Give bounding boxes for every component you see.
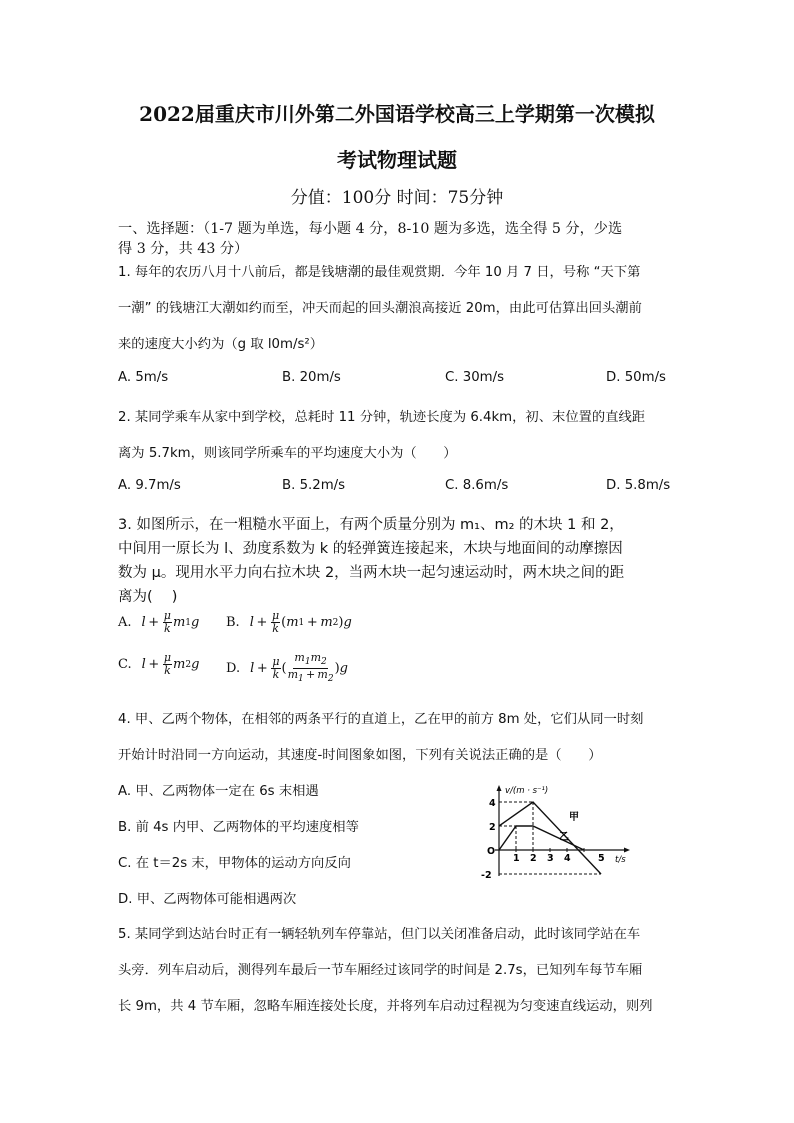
option-label: B. <box>226 615 240 630</box>
q5-text: 5. 某同学到达站台时正有一辆轻轨列车停靠站，但门以关闭准备启动，此时该同学站在车 <box>118 927 641 942</box>
exam-title-line1: 2022届重庆市川外第二外国语学校高三上学期第一次模拟 <box>139 102 655 126</box>
y-axis-arrow <box>497 785 502 791</box>
q2-option-d: D. 5.8m/s <box>606 478 671 493</box>
q1-text: 1. 每年的农历八月十八前后，都是钱塘潮的最佳观赏期．今年 10 月 7 日，号称 “天下第 <box>118 265 641 280</box>
q3-option-d: D. l + $\frac{\mu}{k}$ ( $\frac{m_1m_2}{m_1 + m_2}$ ) g <box>226 651 348 685</box>
option-label: C. <box>118 657 132 672</box>
section-heading: 一、选择题：（1-7 题为单选，每小题 4 分，8-10 题为多选，选全得 5 分，少选 <box>118 221 623 237</box>
x-axis-arrow <box>624 848 630 853</box>
q4-option-c: C. 在 t＝2s 末，甲物体的运动方向反向 <box>118 856 351 871</box>
q1-option-b: B. 20m/s <box>282 370 341 385</box>
q2-option-a: A. 9.7m/s <box>118 478 181 493</box>
x-tick-1: 1 <box>513 853 520 864</box>
q1-option-a: A. 5m/s <box>118 370 169 385</box>
x-tick-2: 2 <box>530 853 537 864</box>
series-yi <box>499 826 584 850</box>
q4-option-d: D. 甲、乙两物体可能相遇两次 <box>118 892 297 907</box>
section-heading-cont: 得 3 分，共 43 分） <box>118 241 249 257</box>
q3-option-b: B. l + $\frac{\mu}{k}$ ( m 1 + m 2 ) g <box>226 609 352 635</box>
q4-option-a: A. 甲、乙两物体一定在 6s 末相遇 <box>118 784 319 799</box>
x-axis-label: t/s <box>615 855 626 865</box>
y-tick-4: 4 <box>489 798 496 809</box>
label-yi: 乙 <box>559 832 569 843</box>
x-tick-3: 3 <box>547 853 554 864</box>
origin-label: O <box>487 846 496 857</box>
q2-text: 离为 5.7km，则该同学所乘车的平均速度大小为（ ） <box>118 446 457 461</box>
q5-text: 头旁．列车启动后，测得列车最后一节车厢经过该同学的时间是 2.7s，已知列车每节车厢 <box>118 963 643 978</box>
x-tick-5: 5 <box>598 853 605 864</box>
q3-option-c: C. l + $\frac{\mu}{k}$ m 2 g <box>118 651 200 677</box>
q4-text: 开始计时沿同一方向运动，其速度-时间图象如图，下列有关说法正确的是（ ） <box>118 748 602 763</box>
q1-text: 一潮” 的钱塘江大潮如约而至，冲天而起的回头潮浪高接近 20m，由此可估算出回头潮前 <box>118 301 642 316</box>
q3-text: 中间用一原长为 l、劲度系数为 k 的轻弹簧连接起来，木块与地面间的动摩擦因 <box>118 541 623 557</box>
q2-option-b: B. 5.2m/s <box>282 478 346 493</box>
exam-title-line2: 考试物理试题 <box>337 148 457 172</box>
q3-option-a: A. l + $\frac{\mu}{k}$ m 1 g <box>118 609 200 635</box>
q4-text: 4. 甲、乙两个物体，在相邻的两条平行的直道上，乙在甲的前方 8m 处，它们从同一时刻 <box>118 712 644 727</box>
y-tick-2: 2 <box>489 822 496 833</box>
label-jia: 甲 <box>569 812 579 823</box>
q5-text: 长 9m，共 4 节车厢，忽略车厢连接处长度，并将列车启动过程视为匀变速直线运动，则列 <box>118 999 653 1014</box>
q1-option-c: C. 30m/s <box>445 370 505 385</box>
q3-text: 数为 μ。现用水平力向右拉木块 2，当两木块一起匀速运动时，两木块之间的距 <box>118 565 625 581</box>
q3-text: 离为( ) <box>118 589 178 605</box>
y-axis-label: v/(m · s⁻¹) <box>505 786 549 796</box>
q3-text: 3. 如图所示，在一粗糙水平面上，有两个质量分别为 m₁、m₂ 的木块 1 和 2， <box>118 517 624 533</box>
option-label: D. <box>226 661 241 677</box>
y-tick-neg2: -2 <box>481 870 492 881</box>
exam-meta: 分值：100分 时间：75分钟 <box>290 188 504 208</box>
q1-option-d: D. 50m/s <box>606 370 666 385</box>
option-label: A. <box>118 615 132 630</box>
q2-option-c: C. 8.6m/s <box>445 478 509 493</box>
velocity-time-graph <box>475 782 635 882</box>
q1-text: 来的速度大小约为（g 取 l0m/s²） <box>118 337 324 352</box>
q4-option-b: B. 前 4s 内甲、乙两物体的平均速度相等 <box>118 820 359 835</box>
x-tick-4: 4 <box>564 853 571 864</box>
q2-text: 2. 某同学乘车从家中到学校，总耗时 11 分钟，轨迹长度为 6.4km，初、末位置的直线距 <box>118 410 646 425</box>
